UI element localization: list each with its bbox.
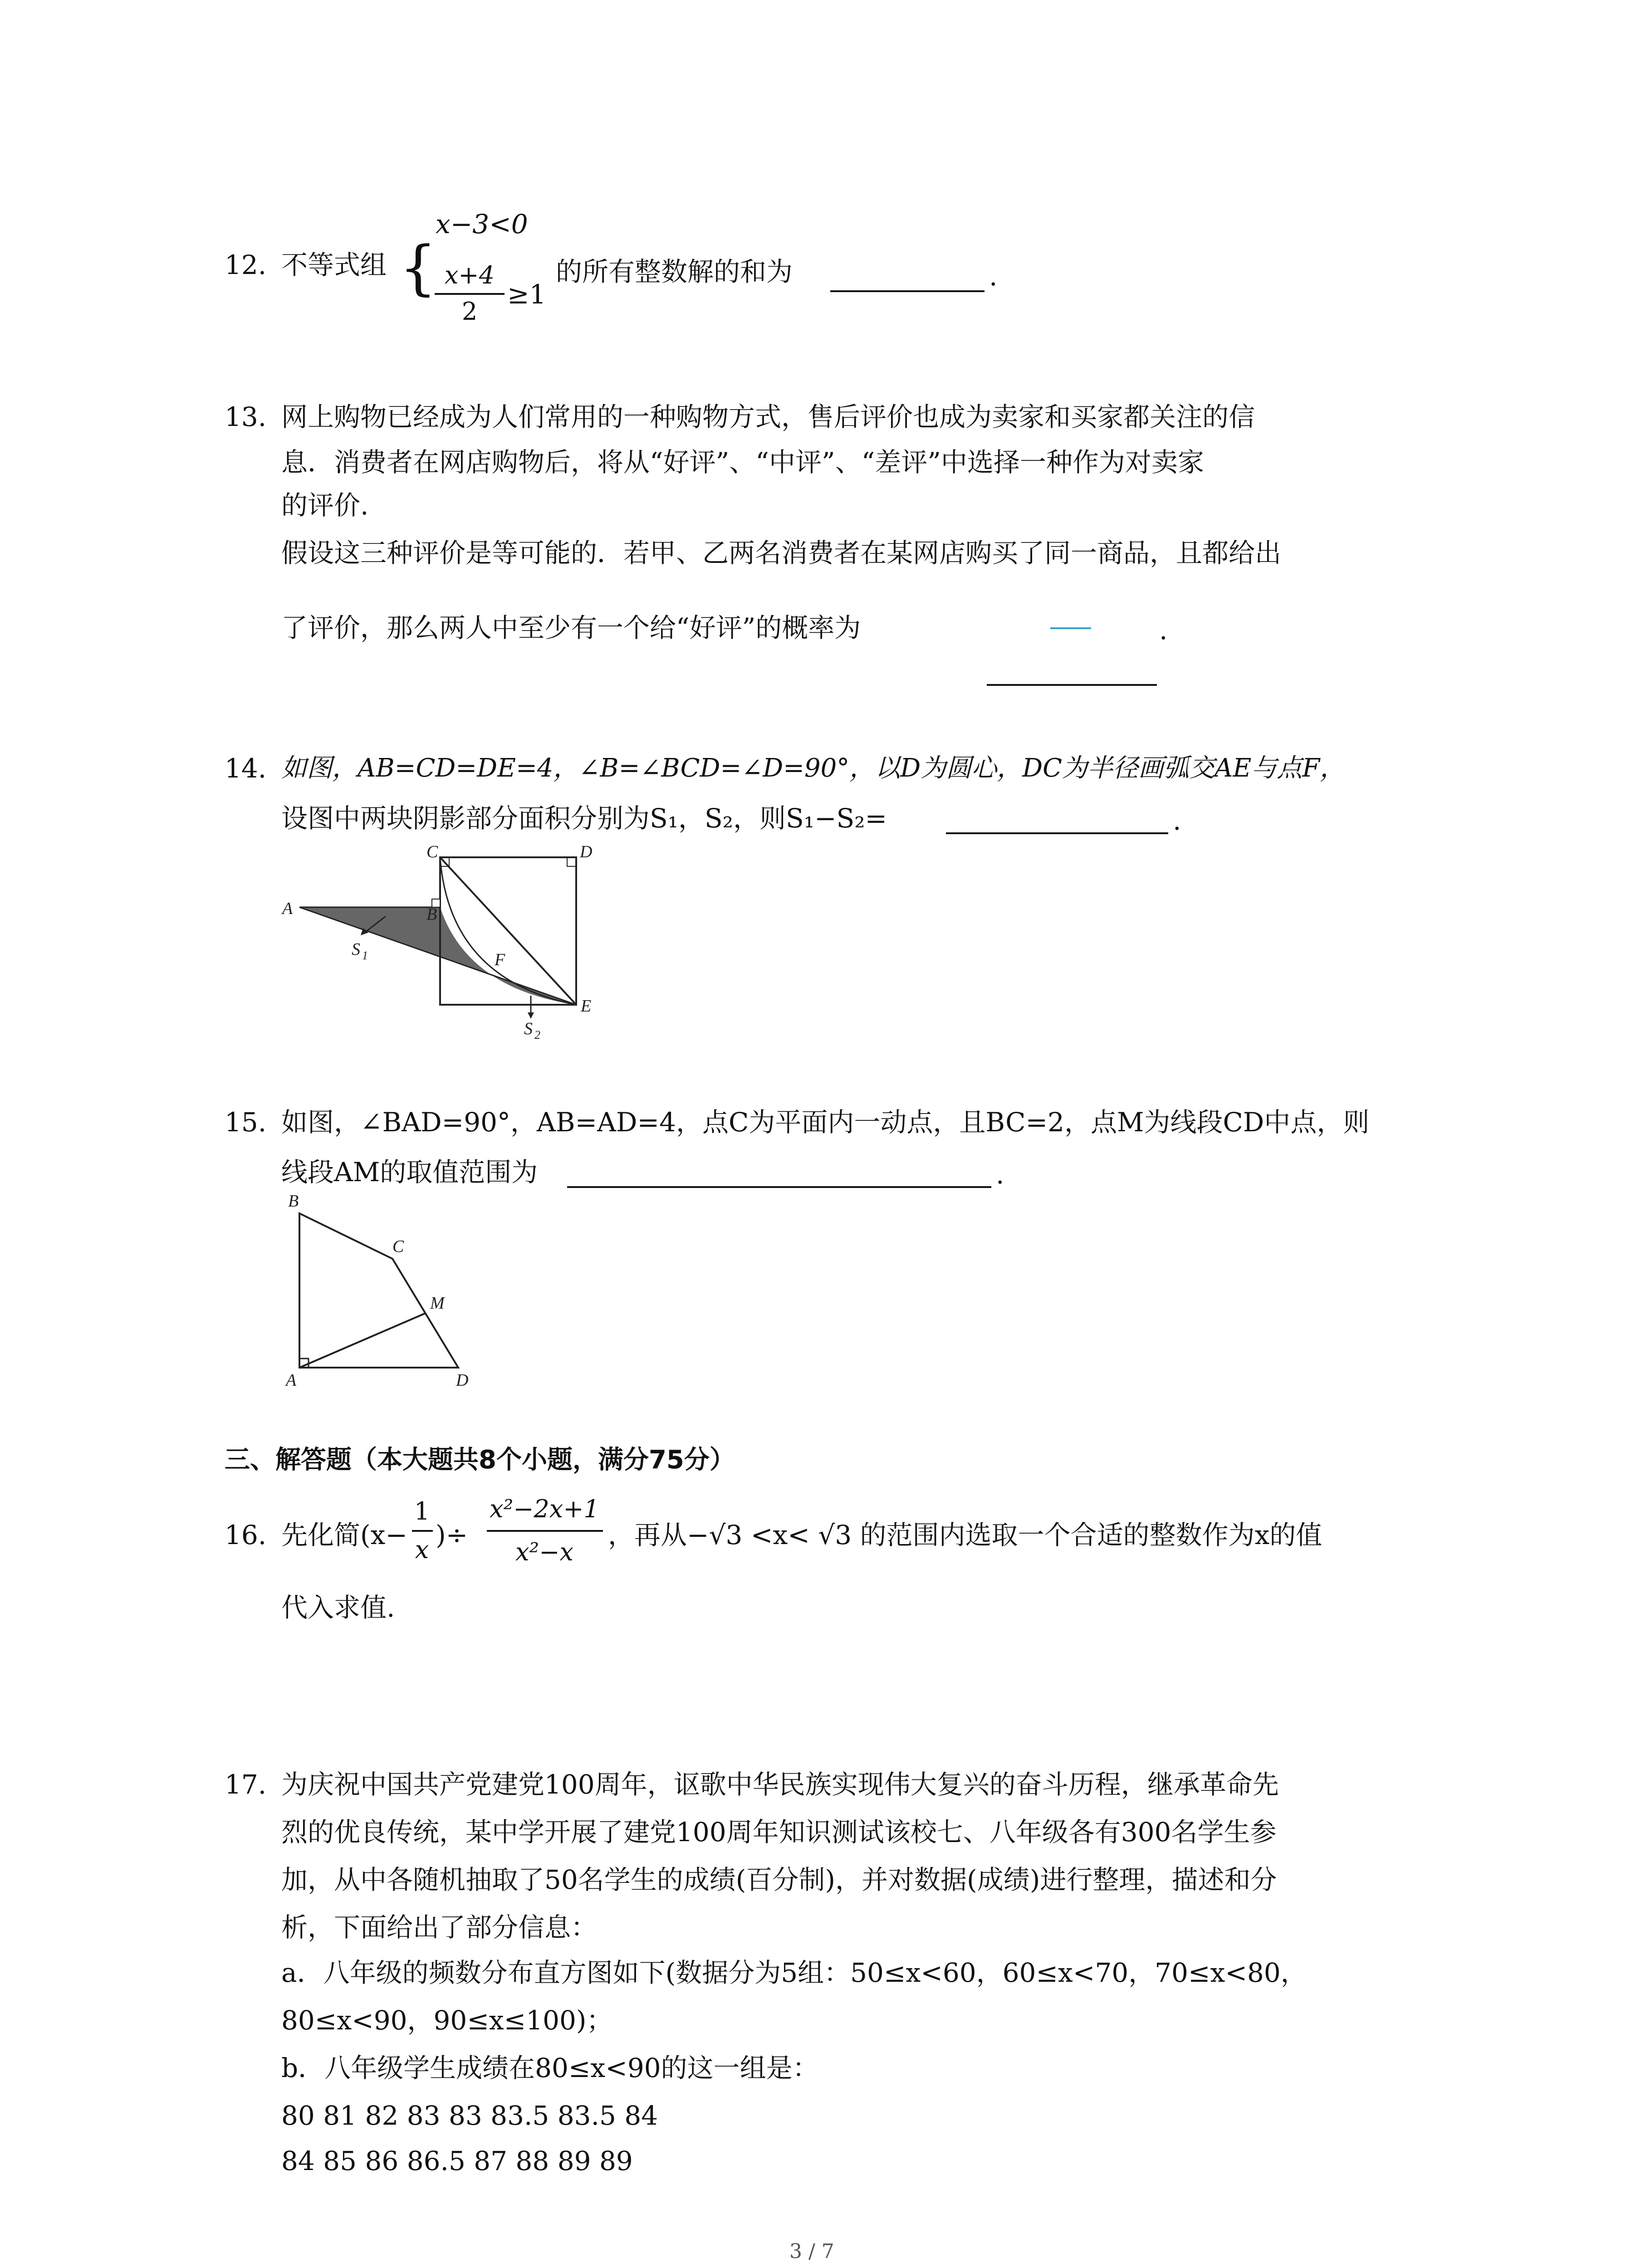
q14-label-s2-sub: 2 — [534, 1028, 540, 1041]
q16-close-divide: )÷ — [436, 1520, 468, 1550]
q16-number: 16. — [225, 1520, 267, 1550]
q14-line-2: 设图中两块阴影部分面积分别为S₁，S₂，则S₁−S₂= — [281, 803, 887, 834]
q12-tail: 的所有整数解的和为 — [556, 256, 793, 287]
q15-line-2: 线段AM的取值范围为 — [281, 1157, 538, 1188]
q16-fraction-1-denominator: x — [415, 1535, 429, 1564]
q17-line-4: 析，下面给出了部分信息： — [281, 1912, 598, 1943]
q17-line-1: 为庆祝中国共产党建党100周年，讴歌中华民族实现伟大复兴的奋斗历程，继承革命先 — [281, 1769, 1279, 1800]
q14-label-f: F — [495, 950, 505, 969]
q14-label-s2: S — [524, 1019, 533, 1038]
q16-fraction-2-denominator: x²−x — [515, 1538, 573, 1566]
q16-line-2: 代入求值. — [281, 1592, 395, 1623]
q12-number: 12. — [225, 249, 267, 280]
section-3-title: 三、解答题（本大题共8个小题，满分75分） — [225, 1445, 735, 1475]
q16-range-text: ，再从−√3 <x< √3 的范围内选取一个合适的整数作为x的值 — [608, 1520, 1323, 1550]
q15-figure — [272, 1188, 508, 1393]
q15-label-a: A — [286, 1371, 297, 1390]
q16-fraction-2-bar — [487, 1530, 603, 1532]
q12-fraction-bar — [435, 293, 505, 295]
q17-line-9: 84 85 86 86.5 87 88 89 89 — [281, 2146, 633, 2176]
q17-line-5: a．八年级的频数分布直方图如下(数据分为5组：50≤x<60，60≤x<70，70≤x<80， — [281, 1957, 1307, 1988]
q12-answer-blank — [830, 290, 985, 292]
q14-figure — [272, 844, 617, 1052]
q14-right-angle-d — [567, 857, 576, 866]
q17-line-2: 烈的优良传统，某中学开展了建党100周年知识测试该校七、八年级各有300名学生参 — [281, 1817, 1277, 1848]
q15-label-m: M — [430, 1294, 445, 1313]
q15-label-b: B — [288, 1192, 299, 1211]
q12-lead: 不等式组 — [281, 249, 387, 280]
q15-label-c: C — [392, 1237, 404, 1256]
q13-number: 13. — [225, 401, 267, 432]
q12-fraction-numerator: x+4 — [444, 261, 495, 289]
q14-label-s1: S — [352, 940, 360, 959]
q13-line-2: 息．消费者在网店购物后，将从“好评”、“中评”、“差评”中选择一种作为对卖家 — [281, 447, 1204, 478]
q12-inequality-2-rhs: ≥1 — [507, 279, 546, 310]
q16-lead: 先化简(x− — [281, 1520, 407, 1550]
page-number: 3 / 7 — [789, 2240, 834, 2263]
q14-label-c: C — [426, 844, 438, 861]
q15-end: . — [996, 1159, 1004, 1190]
q13-line-1: 网上购物已经成为人们常用的一种购物方式，售后评价也成为卖家和买家都关注的信 — [281, 401, 1255, 432]
q15-quadrilateral — [299, 1213, 458, 1368]
q17-line-6: 80≤x<90，90≤x≤100)； — [281, 2005, 613, 2036]
q17-number: 17. — [225, 1769, 267, 1800]
q13-answer-blank — [987, 684, 1157, 686]
q14-label-a: A — [282, 899, 293, 918]
q15-answer-blank — [567, 1186, 991, 1188]
q15-line-1: 如图，∠BAD=90°，AB=AD=4，点C为平面内一动点，且BC=2，点M为线段CD中点，则 — [281, 1107, 1370, 1138]
q17-line-7: b．八年级学生成绩在80≤x<90的这一组是： — [281, 2053, 819, 2083]
q15-segment-am — [299, 1313, 426, 1368]
q13-end: . — [1159, 615, 1168, 645]
q14-end: . — [1173, 805, 1181, 836]
q15-label-d: D — [456, 1371, 469, 1390]
q13-line-4: 假设这三种评价是等可能的．若甲、乙两名消费者在某网店购买了同一商品，且都给出 — [281, 538, 1282, 568]
q15-number: 15. — [225, 1107, 267, 1138]
q12-inequality-1: x−3<0 — [436, 209, 528, 240]
q17-line-8: 80 81 82 83 83 83.5 83.5 84 — [281, 2100, 658, 2131]
q14-label-b: B — [426, 905, 437, 924]
q13-fraction-placeholder — [1050, 627, 1091, 629]
q12-fraction-denominator: 2 — [461, 297, 478, 326]
q17-line-3: 加，从中各随机抽取了50名学生的成绩(百分制)，并对数据(成绩)进行整理，描述和分 — [281, 1864, 1277, 1895]
q12-end: . — [989, 261, 998, 292]
q14-label-s1-sub: 1 — [362, 949, 368, 962]
q13-line-5: 了评价，那么两人中至少有一个给“好评”的概率为 — [281, 612, 861, 643]
q16-fraction-2-numerator: x²−2x+1 — [490, 1495, 599, 1523]
q14-label-e: E — [581, 997, 592, 1016]
q14-label-d: D — [580, 844, 593, 861]
q14-line-1: 如图，AB=CD=DE=4，∠B=∠BCD=∠D=90°，以D为圆心，DC为半径画弧交AE与点F， — [281, 753, 1346, 783]
q13-line-3: 的评价. — [281, 490, 369, 521]
q14-shade-s2 — [440, 907, 576, 1005]
q16-fraction-1-bar — [412, 1530, 433, 1532]
q12-brace: { — [399, 233, 437, 302]
q16-fraction-1-numerator: 1 — [414, 1497, 430, 1525]
q14-number: 14. — [225, 753, 267, 784]
q14-answer-blank — [946, 832, 1168, 834]
q14-arrowhead-s2 — [528, 1012, 534, 1019]
